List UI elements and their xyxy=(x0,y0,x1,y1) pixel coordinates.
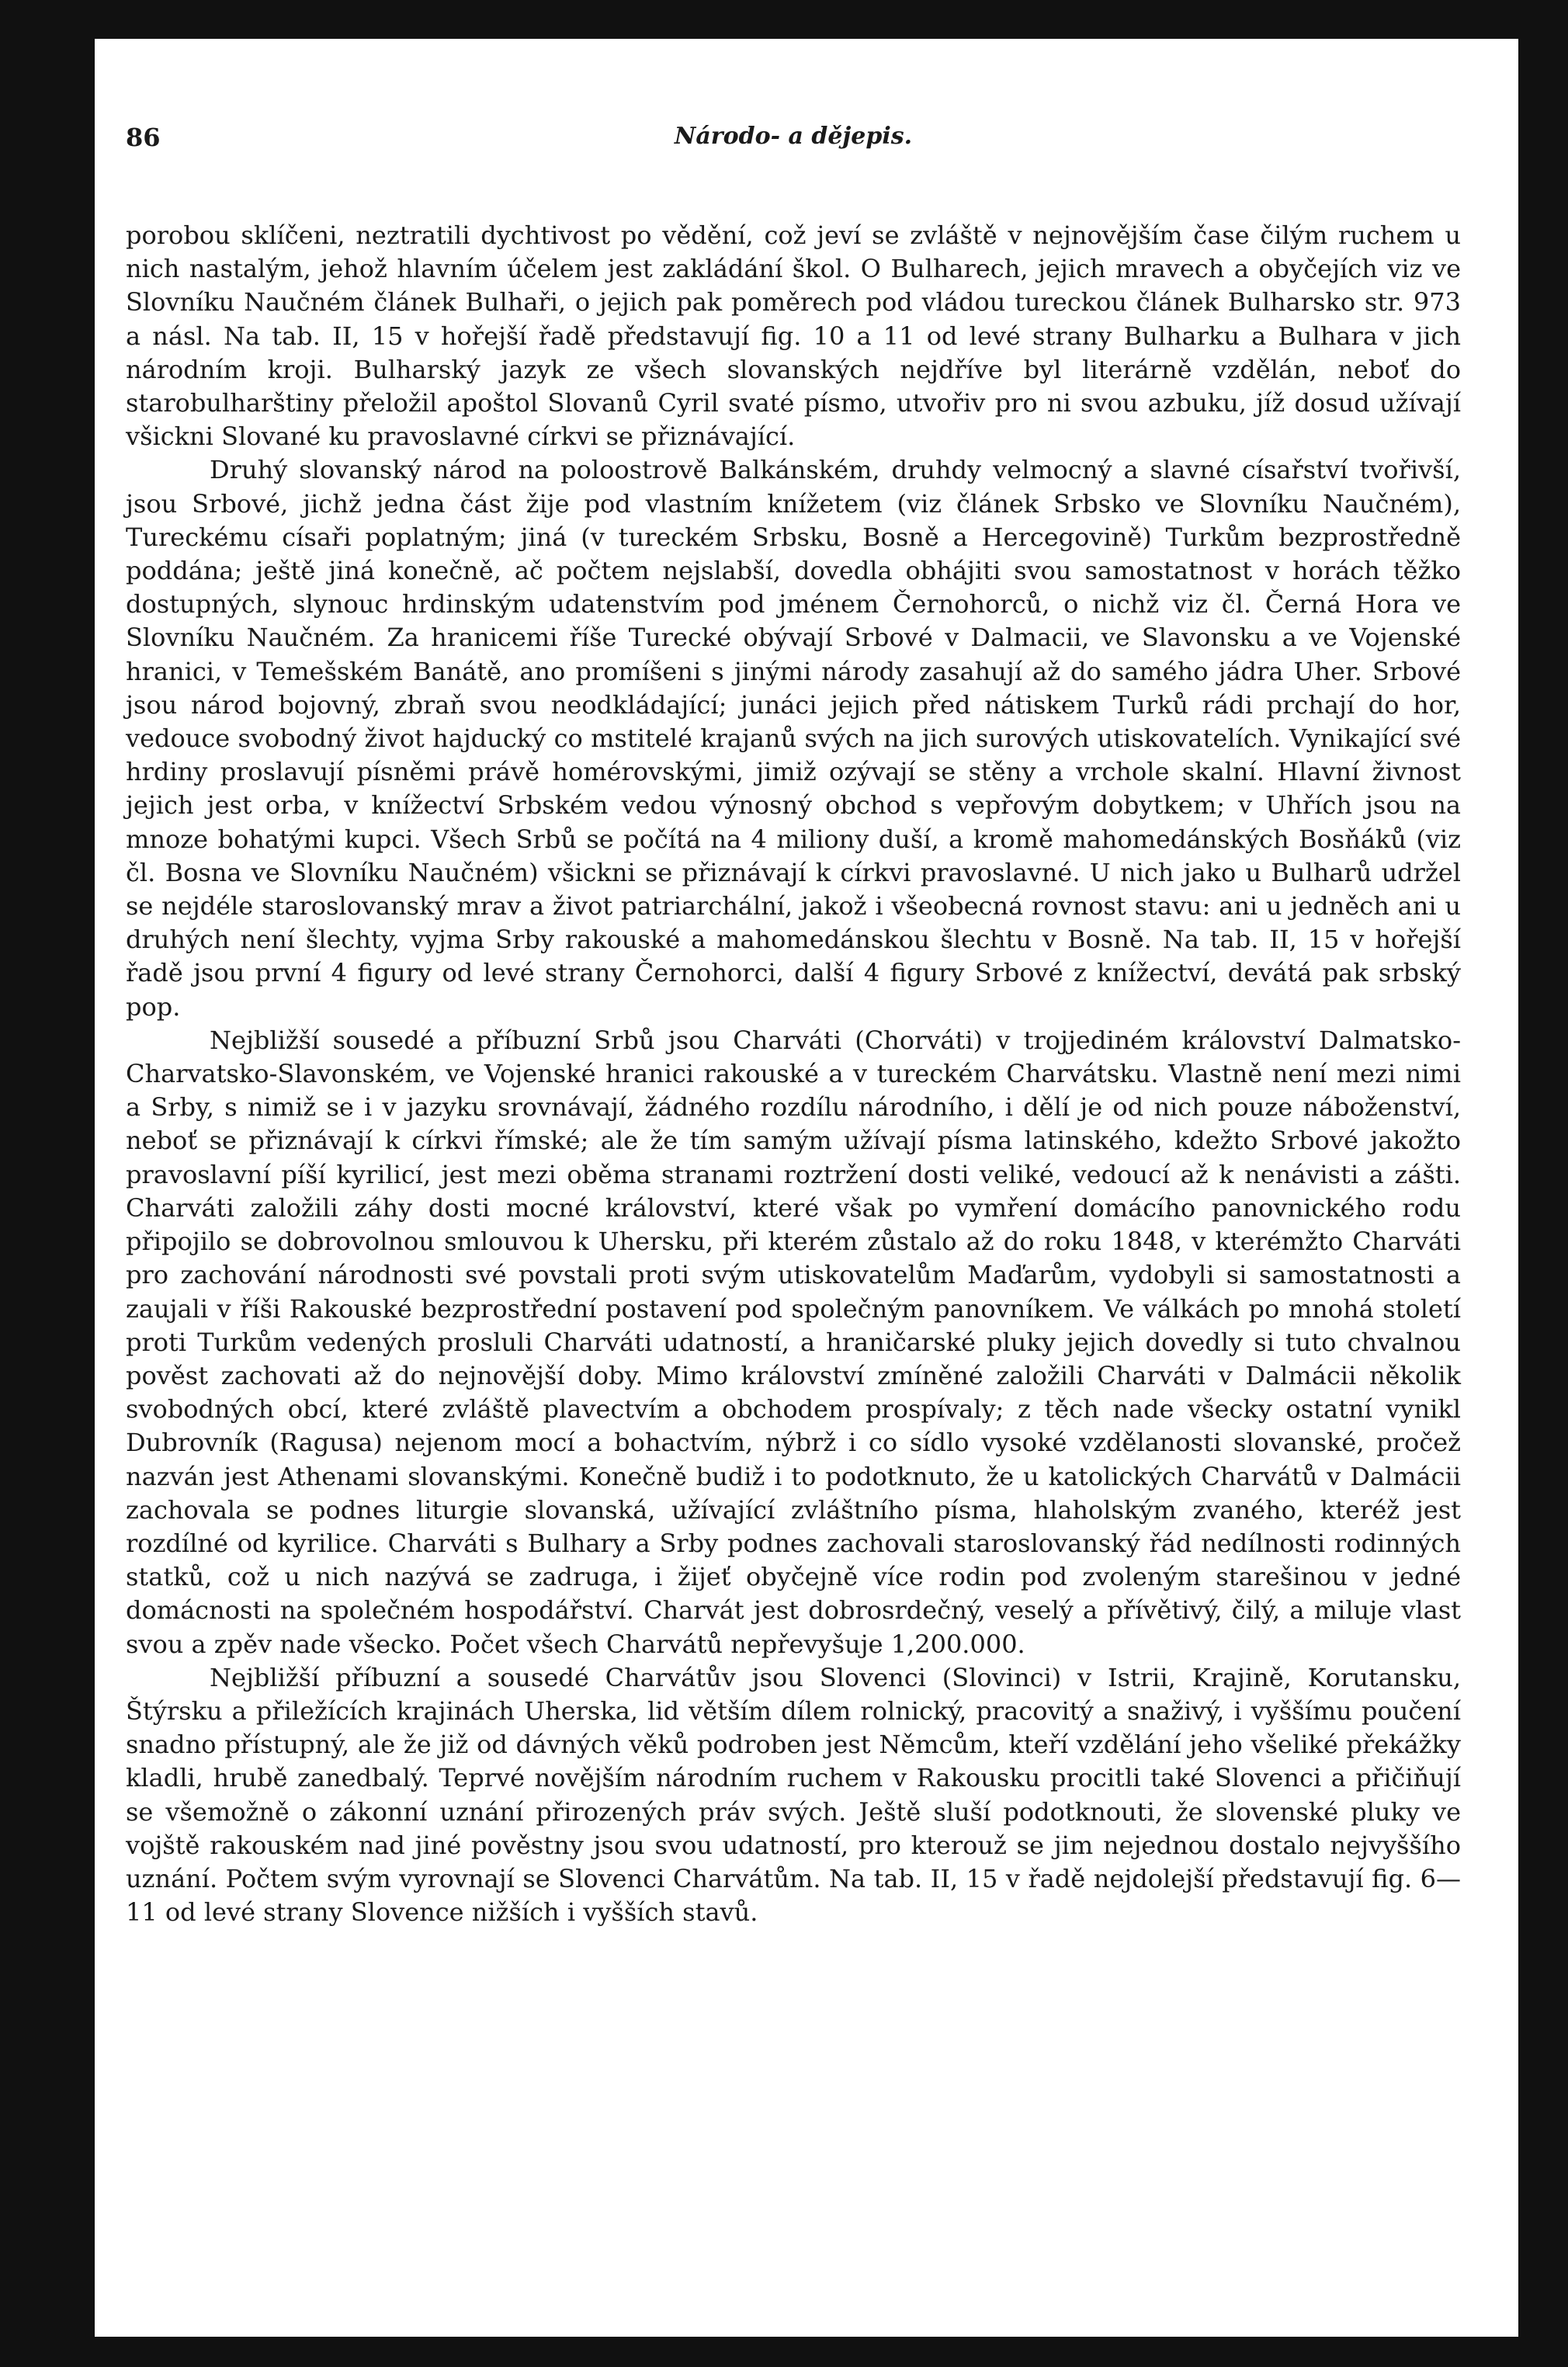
page-number: 86 xyxy=(126,123,161,152)
paragraph-slovenes: Nejbližší příbuzní a sousedé Charvátův jsou Slovenci (Slovinci) v Istrii, Krajině, Korutansku, Štýrsku a přiležících krajinách Uherska, lid větším dílem rolnický, pracovitý a snaživý, i vyššímu poučení snadno přístupný, ale že již od dávných věků podroben jest Němcům, kteří vzdělání jeho všeliké překážky kladli, hrubě zanedbalý. Teprvé novějším národním ruchem v Rakousku procitli také Slovenci a přičiňují se všemožně o zákonní uznání přirozených práv svých. Ještě sluší podotknouti, že slovenské pluky ve vojště rakouském nad jiné pověstny jsou svou udatností, pro kterouž se jim nejednou dostalo nejvyššího uznání. Počtem svým vyrovnají se Slovenci Charvátům. Na tab. II, 15 v řadě nejdolejší představují fig. 6—11 od levé strany Slovence nižších i vyšších stavů. xyxy=(126,1662,1461,1928)
page-header xyxy=(126,123,1461,169)
paragraph-croats: Nejbližší sousedé a příbuzní Srbů jsou Charváti (Chorváti) v trojjediném království Dalmatsko-Charvatsko-Slavonském, ve Vojenské hranici rakouské a v tureckém Charvátsku. Vlastně není mezi nimi a Srby, s nimiž se i v jazyku srovnávají, žádného rozdílu národního, i dělí je od nich pouze náboženství, neboť se přiznávají k církvi římské; ale že tím samým užívají písma latinského, kdežto Srbové jakožto pravoslavní píší kyrilicí, jest mezi oběma stranami roztržení dosti veliké, vedoucí až k nenávisti a zášti. Charváti založili záhy dosti mocné království, které však po vymření domácího panovnického rodu připojilo se dobrovolnou smlouvou k Uhersku, při kterém zůstalo až do roku 1848, v kterémžto Charváti pro zachování národnosti své povstali proti svým utiskovatelům Maďarům, vydobyli si samostatnosti a zaujali v říši Rakouské bezprostřední postavení pod společným panovníkem. Ve válkách po mnohá století proti Turkům vedených prosluli Charváti udatností, a hraničarské pluky jejich dovedly si tuto chvalnou pověst zachovati až do nejnovější doby. Mimo království zmíněné založili Charváti v Dalmácii několik svobodných obcí, které zvláště plavectvím a obchodem prospívaly; z těch nade všecky ostatní vynikl Dubrovník (Ragusa) nejenom mocí a bohactvím, nýbrž i co sídlo vysoké vzdělanosti slovanské, pročež nazván jest Athenami slovanskými. Konečně budiž i to podotknuto, že u katolických Charvátů v Dalmácii zachovala se podnes liturgie slovanská, užívající zvláštního písma, hlaholským zvaného, kteréž jest rozdílné od kyrilice. Charváti s Bulhary a Srby podnes zachovali staroslovanský řád nedílnosti rodinných statků, což u nich nazývá se zadruga, i žijeť obyčejně více rodin pod zvoleným starešinou v jedné domácnosti na společném hospodářství. Charvát jest dobrosrdečný, veselý a přívětivý, čilý, a miluje vlast svou a zpěv nade všecko. Počet všech Charvátů nepřevyšuje 1,200.000. xyxy=(126,1025,1461,1659)
paragraph-bulgarians: porobou sklíčeni, neztratili dychtivost po vědění, což jeví se zvláště v nejnovějším čase čilým ruchem u nich nastalým, jehož hlavním účelem jest zakládání škol. O Bulharech, jejich mravech a obyčejích viz ve Slovníku Naučném článek Bulhaři, o jejich pak poměrech pod vládou tureckou článek Bulharsko str. 973 a násl. Na tab. II, 15 v hořejší řadě představují fig. 10 a 11 od levé strany Bulharku a Bulhara v jich národním kroji. Bulharský jazyk ze všech slovanských nejdříve byl literárně vzdělán, neboť do starobulharštiny přeložil apoštol Slovanů Cyril svaté písmo, utvořiv pro ni svou azbuku, jíž dosud užívají všickni Slované ku pravoslavné církvi se přiznávající. xyxy=(126,220,1461,452)
running-title: Národo- a dějepis. xyxy=(674,123,913,150)
paragraph-serbs: Druhý slovanský národ na poloostrově Balkánském, druhdy velmocný a slavné císařství tvořivší, jsou Srbové, jichž jedna část žije pod vlastním knížetem (viz článek Srbsko ve Slovníku Naučném), Tureckému císaři poplatným; jiná (v tureckém Srbsku, Bosně a Hercegovině) Turkům bezprostředně poddána; ještě jiná konečně, ač počtem nejslabší, dovedla obhájiti svou samostatnost v horách těžko dostupných, slynouc hrdinským udatenstvím pod jménem Černohorců, o nichž viz čl. Černá Hora ve Slovníku Naučném. Za hranicemi říše Turecké obývají Srbové v Dalmacii, ve Slavonsku a ve Vojenské hranici, v Temešském Banátě, ano promíšeni s jinými národy zasahují až do samého jádra Uher. Srbové jsou národ bojovný, zbraň svou neodkládající; junáci jejich před nátiskem Turků rádi prchají do hor, vedouce svobodný život hajducký co mstitelé krajanů svých na jich surových utiskovatelích. Vynikající své hrdiny proslavují písněmi právě homérovskými, jimiž ozývají se stěny a vrchole skalní. Hlavní živnost jejich jest orba, v knížectví Srbském vedou výnosný obchod s vepřovým dobytkem; v Uhřích jsou na mnoze bohatými kupci. Všech Srbů se počítá na 4 miliony duší, a kromě mahomedánských Bosňáků (viz čl. Bosna ve Slovníku Naučném) všickni se přiznávají k církvi pravoslavné. U nich jako u Bulharů udržel se nejdéle staroslovanský mrav a život patriarchální, jakož i všeobecná rovnost stavu: ani u jedněch ani u druhých není šlechty, vyjma Srby rakouské a mahomedánskou šlechtu v Bosně. Na tab. II, 15 v hořejší řadě jsou první 4 figury od levé strany Černohorci, další 4 figury Srbové z knížectví, devátá pak srbský pop. xyxy=(126,455,1461,1022)
body-text xyxy=(126,219,1461,1929)
